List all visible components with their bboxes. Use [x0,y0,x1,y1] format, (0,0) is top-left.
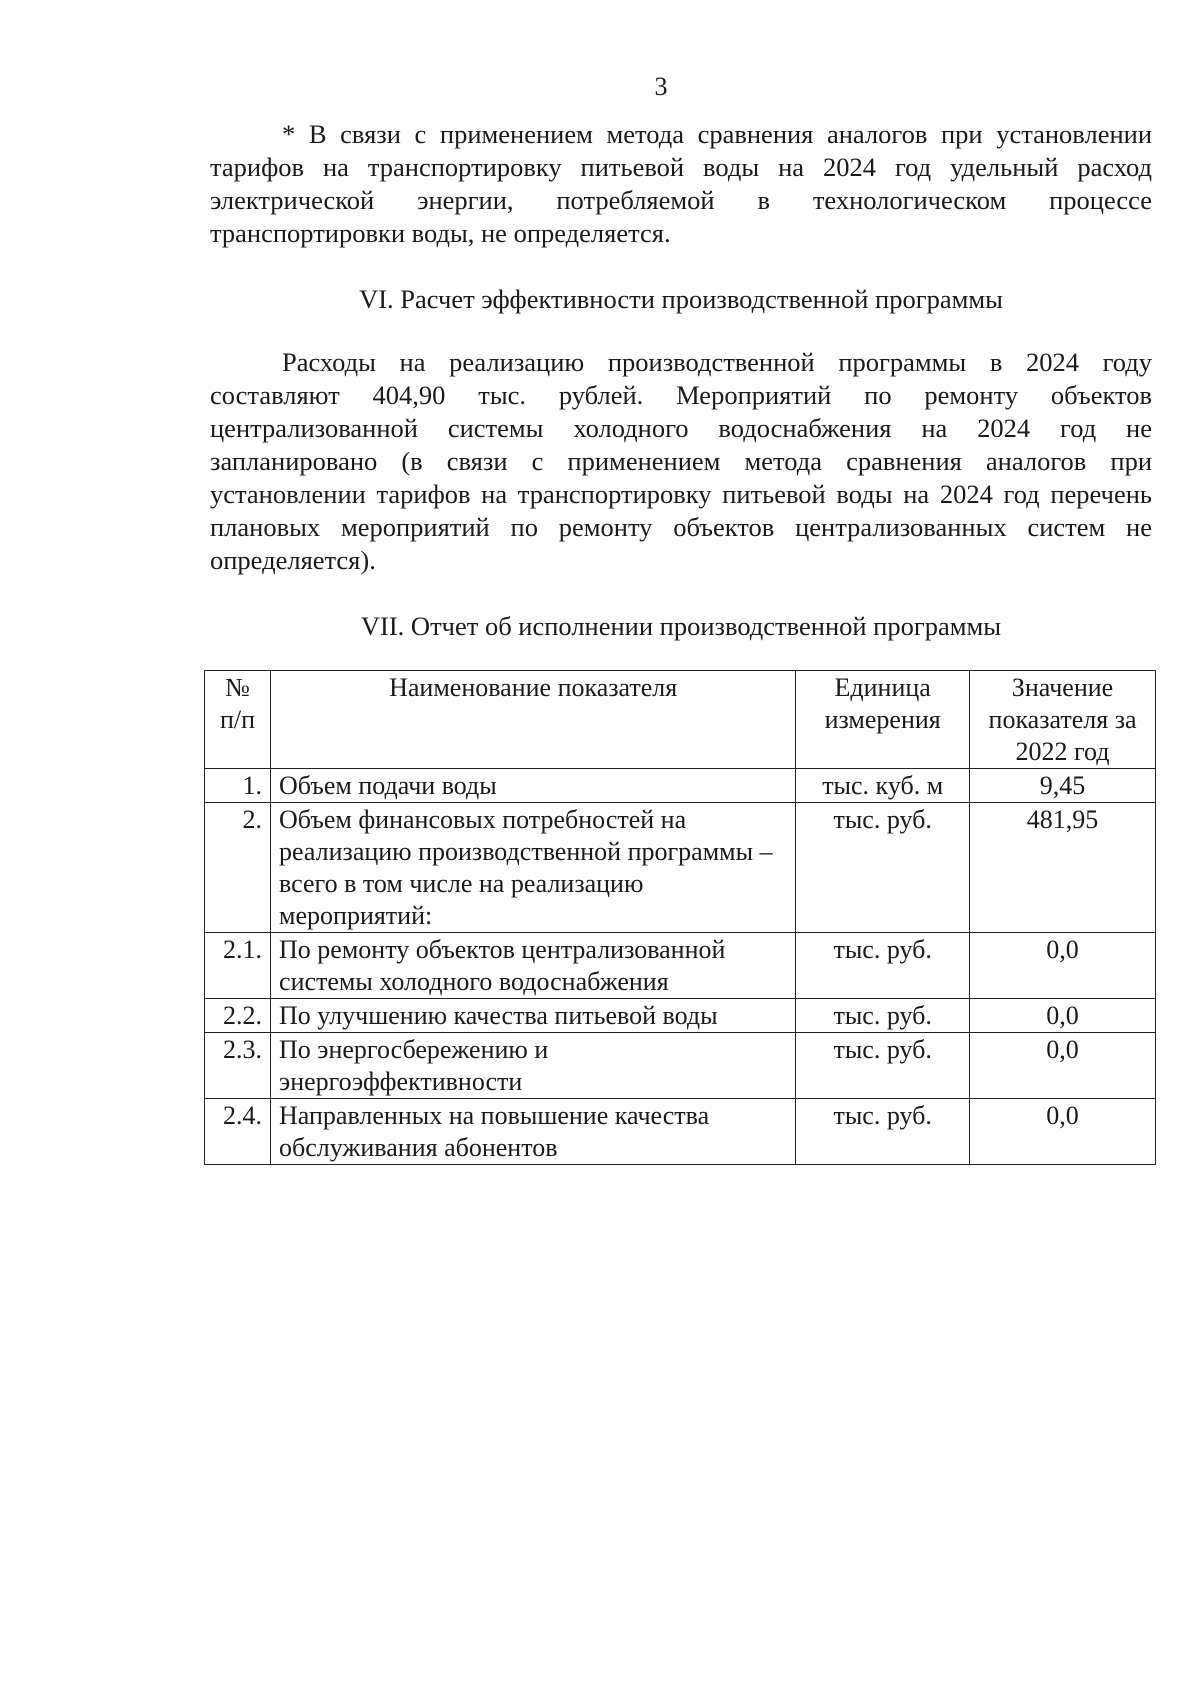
row-value: 0,0 [970,933,1156,999]
table-row [205,1033,1156,1099]
table-row [205,933,1156,999]
row-num: 2.2. [205,999,271,1033]
row-num: 2. [205,803,271,933]
row-num: 1. [205,769,271,803]
table-row [205,1099,1156,1165]
table-header-row [205,671,1156,769]
table-row [205,999,1156,1033]
row-unit: тыс. руб. [796,999,970,1033]
table-row [205,803,1156,933]
row-value: 0,0 [970,999,1156,1033]
table-row [205,769,1156,803]
section-6-paragraph: Расходы на реализацию производственной программы в 2024 году составляют 404,90 тыс. рублей. Мероприятий по ремонту объектов централизованной системы холодного водоснабжения на 2024 год не запланировано (в связи с применением метода сравнения аналогов при установлении тарифов на транспортировку питьевой воды на 2024 год перечень плановых мероприятий по ремонту объектов централизованных систем не определяется). [210,347,1152,575]
header-unit: Единица измерения [796,671,970,769]
row-num: 2.1. [205,933,271,999]
row-name: По ремонту объектов централизованной системы холодного водоснабжения [271,933,796,999]
row-name: По энергосбережению и энергоэффективности [271,1033,796,1099]
row-value: 481,95 [970,803,1156,933]
row-value: 9,45 [970,769,1156,803]
footnote-paragraph: * В связи с применением метода сравнения аналогов при установлении тарифов на транспортировку питьевой воды на 2024 год удельный расход электрической энергии, потребляемой в технологическом процессе транспортировки воды, не определяется. [210,119,1152,248]
row-unit: тыс. руб. [796,1099,970,1165]
row-name: Объем подачи воды [271,769,796,803]
row-unit: тыс. руб. [796,1033,970,1099]
header-name: Наименование показателя [271,671,796,769]
row-unit: тыс. руб. [796,933,970,999]
row-name: Направленных на повышение качества обслуживания абонентов [271,1099,796,1165]
row-num: 2.3. [205,1033,271,1099]
section-7-heading: VII. Отчет об исполнении производственной программы [360,611,1002,641]
report-table [204,670,1156,1165]
row-name: По улучшению качества питьевой воды [271,999,796,1033]
row-value: 0,0 [970,1099,1156,1165]
row-name: Объем финансовых потребностей на реализацию производственной программы – всего в том числе на реализацию мероприятий: [271,803,796,933]
header-value: Значение показателя за 2022 год [970,671,1156,769]
page-number: 3 [654,72,668,101]
section-6-heading: VI. Расчет эффективности производственной программы [359,284,1003,314]
header-num: № п/п [205,671,271,769]
row-num: 2.4. [205,1099,271,1165]
row-value: 0,0 [970,1033,1156,1099]
row-unit: тыс. куб. м [796,769,970,803]
row-unit: тыс. руб. [796,803,970,933]
